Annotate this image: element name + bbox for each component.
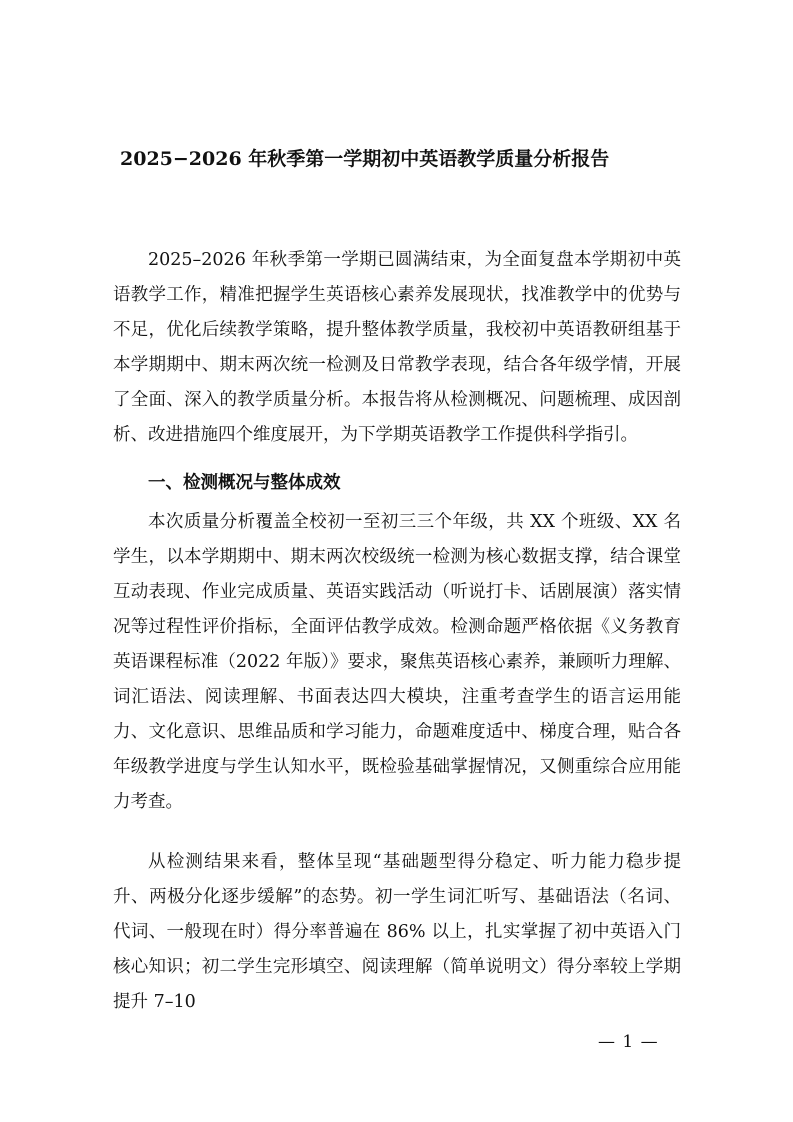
report-title: 2025−2026 年秋季第一学期初中英语教学质量分析报告 [120,148,610,170]
overview-paragraph-text: 本次质量分析覆盖全校初一至初三三个年级，共 XX 个班级、XX 名学生，以本学期期中、期末两次校级统一检测为核心数据支撑，结合课堂互动表现、作业完成质量、英语实践活动（听说打卡、话剧展演）落实情况等过程性评价指标，全面评估教学成效。检测命题严格依据《义务教育英语课程标准（2022 年版）》要求，聚焦英语核心素养，兼顾听力理解、词汇语法、阅读理解、书面表达四大模块，注重考查学生的语言运用能力、文化意识、思维品质和学习能力，命题难度适中、梯度合理，贴合各年级教学进度与学生认知水平，既检验基础掌握情况，又侧重综合应用能力考查。 [113,512,681,812]
overview-paragraph [113,505,681,820]
section-heading-overview: 一、检测概况与整体成效 [148,473,341,493]
page-number: — 1 — [598,1032,659,1052]
results-paragraph [113,845,681,1020]
results-paragraph-text: 从检测结果来看，整体呈现“基础题型得分稳定、听力能力稳步提升、两极分化逐步缓解”的态势。初一学生词汇听写、基础语法（名词、代词、一般现在时）得分率普遍在 86% 以上，扎实掌握了初中英语入门核心知识；初二学生完形填空、阅读理解（简单说明文）得分率较上学期提升 7–10 [113,852,681,1012]
intro-paragraph [113,243,681,453]
intro-paragraph-text: 2025–2026 年秋季第一学期已圆满结束，为全面复盘本学期初中英语教学工作，精准把握学生英语核心素养发展现状，找准教学中的优势与不足，优化后续教学策略，提升整体教学质量，我校初中英语教研组基于本学期期中、期末两次统一检测及日常教学表现，结合各年级学情，开展了全面、深入的教学质量分析。本报告将从检测概况、问题梳理、成因剖析、改进措施四个维度展开，为下学期英语教学工作提供科学指引。 [113,250,681,445]
